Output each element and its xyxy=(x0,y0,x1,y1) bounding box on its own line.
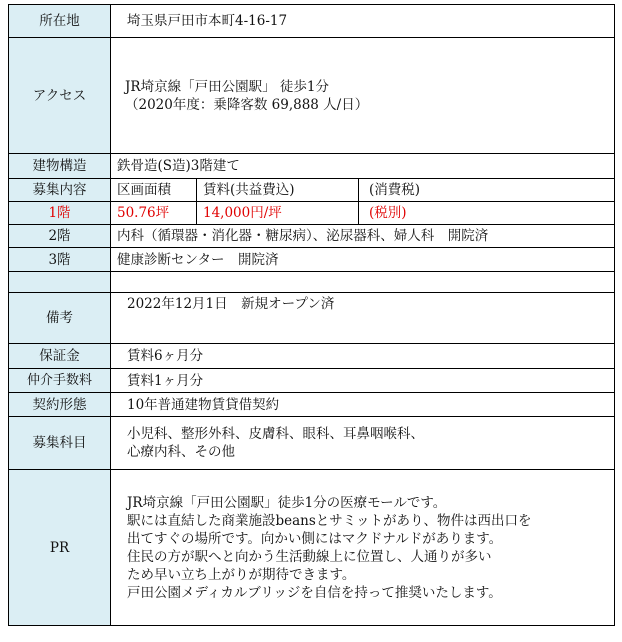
brokerage-value: 賃料1ヶ月分 xyxy=(111,369,615,393)
row-recruit xyxy=(9,179,615,202)
floor-2-value: 内科（循環器・消化器・糖尿病）、泌尿器科、婦人科 開院済 xyxy=(111,225,615,248)
floor-1-area: 50.76坪 xyxy=(111,202,197,225)
structure-label: 建物構造 xyxy=(9,154,111,179)
departments-line-1: 小児科、整形外科、皮膚科、眼科、耳鼻咽喉科、 xyxy=(127,426,424,442)
property-table xyxy=(8,4,615,626)
row-brokerage xyxy=(9,369,615,393)
floor-1-label: 1階 xyxy=(9,202,111,225)
pr-line-3: 出てすぐの場所です。向かい側にはマクドナルドがあります。 xyxy=(127,530,503,547)
blank-label xyxy=(9,272,111,293)
floor-1-tax: (税別) xyxy=(359,202,615,225)
recruit-col-area: 区画面積 xyxy=(111,179,197,202)
pr-value xyxy=(111,470,615,626)
deposit-label: 保証金 xyxy=(9,344,111,369)
location-label: 所在地 xyxy=(9,5,111,38)
access-line-1: JR埼京線「戸田公園駅」 徒歩1分 xyxy=(125,78,329,95)
departments-label: 募集科目 xyxy=(9,417,111,470)
pr-line-1: JR埼京線「戸田公園駅」徒歩1分の医療モールです。 xyxy=(127,494,447,511)
row-floor-1 xyxy=(9,202,615,225)
contract-value: 10年普通建物賃貸借契約 xyxy=(111,393,615,417)
notes-label: 備考 xyxy=(9,293,111,344)
structure-value: 鉄骨造(S造)3階建て xyxy=(111,154,615,179)
row-access xyxy=(9,38,615,154)
location-value: 埼玉県戸田市本町4-16-17 xyxy=(111,5,615,38)
brokerage-label: 仲介手数料 xyxy=(9,369,111,393)
row-departments xyxy=(9,417,615,470)
recruit-label: 募集内容 xyxy=(9,179,111,202)
floor-3-value: 健康診断センター 開院済 xyxy=(111,248,615,272)
blank-value xyxy=(111,272,615,293)
row-location xyxy=(9,5,615,38)
row-pr xyxy=(9,470,615,626)
access-value xyxy=(111,38,615,154)
deposit-value: 賃料6ヶ月分 xyxy=(111,344,615,369)
row-floor-2 xyxy=(9,225,615,248)
access-line-2: （2020年度：乗降客数 69,888 人/日） xyxy=(125,96,369,113)
recruit-col-rent: 賃料(共益費込) xyxy=(197,179,359,202)
pr-line-4: 住民の方が駅へと向かう生活動線上に位置し、人通りが多い xyxy=(127,548,492,565)
row-contract xyxy=(9,393,615,417)
row-notes xyxy=(9,293,615,344)
contract-label: 契約形態 xyxy=(9,393,111,417)
pr-line-6: 戸田公園メディカルブリッジを自信を持って推奨いたします。 xyxy=(127,584,502,601)
row-floor-3 xyxy=(9,248,615,272)
floor-3-label: 3階 xyxy=(9,248,111,272)
pr-line-5: ため早い立ち上がりが期待できます。 xyxy=(127,566,356,583)
notes-value: 2022年12月1日 新規オープン済 xyxy=(111,293,615,344)
floor-1-rent: 14,000円/坪 xyxy=(197,202,359,225)
row-deposit xyxy=(9,344,615,369)
floor-2-label: 2階 xyxy=(9,225,111,248)
row-blank xyxy=(9,272,615,293)
recruit-col-tax: (消費税) xyxy=(359,179,615,202)
departments-line-2: 心療内科、その他 xyxy=(127,444,235,460)
pr-line-2: 駅には直結した商業施設beansとサミットがあり、物件は西出口を xyxy=(127,512,532,529)
departments-value xyxy=(111,417,615,470)
pr-label: PR xyxy=(9,470,111,626)
access-label: アクセス xyxy=(9,38,111,154)
row-structure xyxy=(9,154,615,179)
property-sheet xyxy=(8,4,614,626)
